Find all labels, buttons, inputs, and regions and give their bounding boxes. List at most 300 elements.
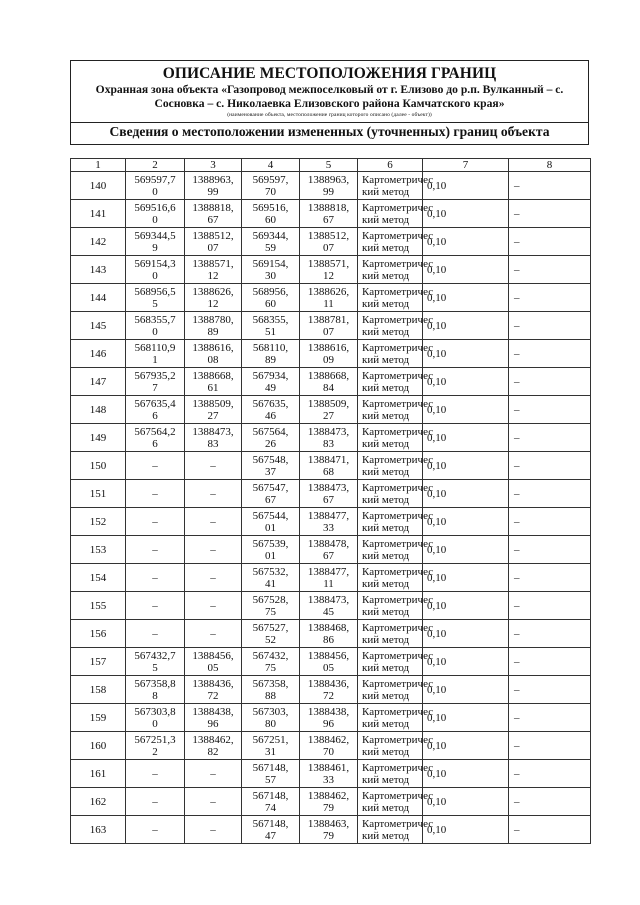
accuracy-cell	[423, 452, 509, 480]
point-number-part: 146	[89, 347, 107, 360]
y-new-cell-part: 1388477,	[307, 509, 350, 522]
x-old-cell-part: 569516,6	[134, 201, 176, 214]
boundary-points-table	[70, 158, 591, 844]
description-cell-part: –	[514, 403, 520, 416]
table-row	[71, 228, 591, 256]
x-new-cell-part: 567532,	[252, 565, 289, 578]
x-new-cell	[242, 312, 300, 340]
description-cell	[509, 172, 591, 200]
y-old-cell-part: 89	[207, 325, 219, 338]
x-new-cell	[242, 536, 300, 564]
y-old-cell-part: 72	[207, 689, 219, 702]
table-row	[71, 340, 591, 368]
x-new-cell-part: 567303,	[252, 705, 289, 718]
y-new-cell-part: 1388462,	[307, 789, 350, 802]
x-new-cell-part: 46	[265, 409, 276, 422]
accuracy-cell-part: 0,10	[427, 235, 447, 248]
x-new-cell-part: 67	[265, 493, 276, 506]
x-new-cell-part: 568110,	[252, 341, 289, 354]
method-cell-part: Картометричес	[362, 313, 434, 326]
method-cell	[358, 648, 434, 676]
method-cell-part: кий метод	[362, 801, 410, 814]
y-new-cell	[300, 368, 358, 396]
method-cell	[358, 816, 434, 844]
y-new-cell-part: 1388438,	[307, 705, 350, 718]
y-new-cell-part: 67	[323, 213, 334, 226]
y-new-cell-part: 68	[323, 465, 334, 478]
y-new-cell-part: 1388471,	[307, 453, 350, 466]
accuracy-cell-part: 0,10	[427, 403, 447, 416]
table-row	[71, 480, 591, 508]
y-old-cell-part: 99	[207, 185, 219, 198]
y-old-cell-part: 1388780,	[192, 313, 234, 326]
accuracy-cell	[423, 480, 509, 508]
x-new-cell-part: 568956,	[252, 285, 289, 298]
x-old-cell	[126, 760, 185, 788]
x-new-cell	[242, 676, 300, 704]
x-new-cell-part: 567148,	[252, 761, 289, 774]
method-cell	[358, 368, 434, 396]
point-number-part: 155	[89, 599, 107, 612]
accuracy-cell-part: 0,10	[427, 459, 447, 472]
method-cell-part: кий метод	[362, 213, 410, 226]
y-old-cell	[185, 172, 242, 200]
point-number	[71, 648, 126, 676]
accuracy-cell	[423, 340, 509, 368]
object-name	[77, 83, 582, 111]
accuracy-cell	[423, 648, 509, 676]
x-new-cell-part: 567544,	[252, 509, 289, 522]
y-new-cell-part: 70	[323, 745, 334, 758]
method-cell-part: кий метод	[362, 381, 410, 394]
accuracy-cell-part: 0,10	[427, 515, 447, 528]
description-cell-part: –	[514, 711, 520, 724]
x-new-cell	[242, 620, 300, 648]
x-new-cell	[242, 452, 300, 480]
table-row	[71, 704, 591, 732]
method-cell	[358, 312, 434, 340]
point-number-part: 162	[89, 795, 107, 808]
x-old-cell-part: –	[152, 627, 158, 640]
table-row	[71, 732, 591, 760]
y-new-cell-part: 1388461,	[307, 761, 350, 774]
accuracy-cell	[423, 256, 509, 284]
y-old-cell-part: 08	[207, 353, 219, 366]
accuracy-cell	[423, 620, 509, 648]
point-number	[71, 172, 126, 200]
x-old-cell-part: –	[152, 795, 158, 808]
y-new-cell-part: 72	[323, 689, 334, 702]
x-old-cell-part: 1	[152, 353, 158, 366]
method-cell	[358, 676, 434, 704]
point-number	[71, 340, 126, 368]
point-number-part: 152	[89, 515, 107, 528]
accuracy-cell-part: 0,10	[427, 823, 447, 836]
y-new-cell-part: 99	[323, 185, 334, 198]
document-header	[70, 60, 589, 145]
point-number	[71, 396, 126, 424]
y-new-cell	[300, 424, 358, 452]
x-old-cell-part: 8	[152, 689, 158, 702]
y-new-cell-part: 11	[323, 577, 334, 590]
x-old-cell-part: –	[152, 515, 158, 528]
x-old-cell	[126, 704, 185, 732]
x-new-cell-part: 37	[265, 465, 276, 478]
y-old-cell-part: 96	[207, 717, 219, 730]
point-number	[71, 676, 126, 704]
x-new-cell	[242, 368, 300, 396]
accuracy-cell-part: 0,10	[427, 431, 447, 444]
description-cell	[509, 424, 591, 452]
y-new-cell-part: 1388512,	[307, 229, 350, 242]
description-cell-part: –	[514, 683, 520, 696]
x-old-cell-part: 6	[152, 437, 158, 450]
y-new-cell-part: 1388626,	[307, 285, 350, 298]
point-number	[71, 704, 126, 732]
y-new-cell-part: 1388781,	[307, 313, 350, 326]
description-cell-part: –	[514, 179, 520, 192]
x-old-cell	[126, 508, 185, 536]
method-cell-part: кий метод	[362, 745, 410, 758]
description-cell-part: –	[514, 263, 520, 276]
y-new-cell-part: 1388436,	[307, 677, 350, 690]
table-row	[71, 396, 591, 424]
y-new-cell	[300, 564, 358, 592]
x-old-cell-part: 569344,5	[134, 229, 176, 242]
method-cell	[358, 424, 434, 452]
point-number	[71, 452, 126, 480]
x-old-cell	[126, 676, 185, 704]
y-new-cell-part: 45	[323, 605, 334, 618]
table-row	[71, 676, 591, 704]
table-row	[71, 648, 591, 676]
y-old-cell	[185, 816, 242, 844]
y-old-cell-part: –	[210, 543, 216, 556]
x-old-cell-part: –	[152, 767, 158, 780]
point-number	[71, 368, 126, 396]
x-new-cell-part: 88	[265, 689, 276, 702]
column-header-7: 7	[423, 159, 509, 172]
description-cell	[509, 228, 591, 256]
method-cell-part: Картометричес	[362, 453, 434, 466]
y-old-cell	[185, 424, 242, 452]
x-new-cell-part: 567635,	[252, 397, 289, 410]
y-new-cell-part: 1388463,	[307, 817, 350, 830]
x-new-cell-part: 567527,	[252, 621, 289, 634]
y-old-cell-part: 12	[207, 269, 219, 282]
x-old-cell-part: 568355,7	[134, 313, 176, 326]
x-old-cell	[126, 788, 185, 816]
accuracy-cell-part: 0,10	[427, 795, 447, 808]
point-number-part: 149	[89, 431, 107, 444]
x-old-cell	[126, 256, 185, 284]
y-new-cell-part: 86	[323, 633, 334, 646]
point-number	[71, 536, 126, 564]
table-body	[71, 172, 591, 844]
x-old-cell-part: 0	[152, 325, 158, 338]
y-old-cell-part: 07	[207, 241, 219, 254]
description-cell	[509, 508, 591, 536]
table-row	[71, 368, 591, 396]
method-cell-part: кий метод	[362, 773, 410, 786]
accuracy-cell-part: 0,10	[427, 739, 447, 752]
accuracy-cell	[423, 760, 509, 788]
x-new-cell	[242, 424, 300, 452]
accuracy-cell-part: 0,10	[427, 487, 447, 500]
method-cell-part: кий метод	[362, 185, 410, 198]
y-new-cell	[300, 396, 358, 424]
x-old-cell-part: 5	[152, 661, 158, 674]
accuracy-cell-part: 0,10	[427, 263, 447, 276]
x-old-cell	[126, 396, 185, 424]
y-new-cell	[300, 704, 358, 732]
x-old-cell-part: 567635,4	[134, 397, 176, 410]
y-old-cell-part: 1388626,	[192, 285, 234, 298]
x-new-cell-part: 567564,	[252, 425, 289, 438]
x-new-cell	[242, 592, 300, 620]
description-cell	[509, 620, 591, 648]
x-new-cell-part: 567432,	[252, 649, 289, 662]
point-number	[71, 256, 126, 284]
method-cell-part: Картометричес	[362, 201, 434, 214]
accuracy-cell	[423, 564, 509, 592]
table-header-row	[71, 159, 591, 172]
x-new-cell	[242, 732, 300, 760]
method-cell	[358, 256, 434, 284]
method-cell-part: Картометричес	[362, 761, 434, 774]
description-cell-part: –	[514, 627, 520, 640]
y-old-cell	[185, 508, 242, 536]
accuracy-cell	[423, 228, 509, 256]
y-new-cell	[300, 312, 358, 340]
y-new-cell	[300, 732, 358, 760]
y-old-cell-part: 1388436,	[192, 677, 234, 690]
x-new-cell-part: 60	[265, 213, 276, 226]
description-cell	[509, 536, 591, 564]
x-old-cell-part: 569154,3	[134, 257, 176, 270]
y-old-cell	[185, 452, 242, 480]
y-new-cell-part: 1388477,	[307, 565, 350, 578]
point-number	[71, 424, 126, 452]
table-row	[71, 424, 591, 452]
method-cell	[358, 592, 434, 620]
y-old-cell-part: –	[210, 487, 216, 500]
y-new-cell-part: 1388473,	[307, 593, 350, 606]
x-new-cell-part: 567358,	[252, 677, 289, 690]
x-new-cell	[242, 284, 300, 312]
method-cell-part: Картометричес	[362, 565, 434, 578]
y-new-cell	[300, 760, 358, 788]
y-new-cell-part: 67	[323, 549, 334, 562]
y-new-cell-part: 27	[323, 409, 334, 422]
method-cell-part: Картометричес	[362, 817, 434, 830]
x-new-cell-part: 568355,	[252, 313, 289, 326]
x-old-cell-part: 567303,8	[134, 705, 176, 718]
x-old-cell-part: 567564,2	[134, 425, 176, 438]
x-old-cell	[126, 480, 185, 508]
x-old-cell	[126, 424, 185, 452]
point-number-part: 156	[89, 627, 107, 640]
description-cell-part: –	[514, 543, 520, 556]
x-old-cell	[126, 452, 185, 480]
method-cell	[358, 172, 434, 200]
x-new-cell-part: 569597,	[252, 173, 289, 186]
y-new-cell	[300, 480, 358, 508]
x-old-cell-part: –	[152, 823, 158, 836]
point-number-part: 161	[89, 767, 107, 780]
description-cell-part: –	[514, 655, 520, 668]
x-new-cell	[242, 508, 300, 536]
y-old-cell	[185, 480, 242, 508]
x-old-cell	[126, 228, 185, 256]
accuracy-cell	[423, 284, 509, 312]
y-old-cell-part: 83	[207, 437, 219, 450]
y-new-cell-part: 1388473,	[307, 425, 350, 438]
object-name-line-1: Охранная зона объекта «Газопровод межпоселковый от г. Елизово до р.п. Вулканный – с.	[95, 83, 564, 96]
y-old-cell	[185, 228, 242, 256]
accuracy-cell	[423, 676, 509, 704]
column-header-4: 4	[242, 159, 300, 172]
y-old-cell	[185, 200, 242, 228]
accuracy-cell-part: 0,10	[427, 319, 447, 332]
accuracy-cell	[423, 368, 509, 396]
y-old-cell-part: –	[210, 795, 216, 808]
x-old-cell-part: 0	[152, 185, 158, 198]
accuracy-cell-part: 0,10	[427, 767, 447, 780]
description-cell	[509, 732, 591, 760]
point-number-part: 163	[89, 823, 107, 836]
method-cell	[358, 340, 434, 368]
x-old-cell-part: 568110,9	[134, 341, 176, 354]
method-cell-part: Картометричес	[362, 649, 434, 662]
y-new-cell-part: 1388963,	[307, 173, 350, 186]
x-new-cell-part: 567539,	[252, 537, 289, 550]
y-new-cell-part: 96	[323, 717, 334, 730]
table-row	[71, 788, 591, 816]
description-cell	[509, 340, 591, 368]
method-cell	[358, 480, 434, 508]
point-number	[71, 200, 126, 228]
point-number-part: 157	[89, 655, 107, 668]
column-header-1: 1	[71, 159, 126, 172]
x-new-cell-part: 74	[265, 801, 276, 814]
x-new-cell-part: 80	[265, 717, 276, 730]
y-new-cell-part: 1388456,	[307, 649, 350, 662]
method-cell-part: кий метод	[362, 241, 410, 254]
table-row	[71, 172, 591, 200]
y-old-cell-part: 1388509,	[192, 397, 234, 410]
y-old-cell-part: 1388473,	[192, 425, 234, 438]
accuracy-cell	[423, 704, 509, 732]
point-number	[71, 760, 126, 788]
x-old-cell-part: 9	[152, 241, 158, 254]
method-cell-part: Картометричес	[362, 677, 434, 690]
description-cell	[509, 452, 591, 480]
point-number	[71, 508, 126, 536]
y-old-cell-part: –	[210, 515, 216, 528]
y-new-cell	[300, 256, 358, 284]
method-cell-part: кий метод	[362, 661, 410, 674]
description-cell	[509, 788, 591, 816]
accuracy-cell-part: 0,10	[427, 179, 447, 192]
x-old-cell-part: –	[152, 543, 158, 556]
y-new-cell	[300, 508, 358, 536]
table-row	[71, 760, 591, 788]
table-row	[71, 256, 591, 284]
accuracy-cell	[423, 172, 509, 200]
point-number-part: 143	[89, 263, 107, 276]
description-cell-part: –	[514, 795, 520, 808]
x-old-cell	[126, 564, 185, 592]
y-old-cell-part: 1388668,	[192, 369, 234, 382]
x-new-cell-part: 59	[265, 241, 276, 254]
y-old-cell	[185, 592, 242, 620]
description-cell	[509, 480, 591, 508]
x-new-cell-part: 567148,	[252, 817, 289, 830]
y-old-cell	[185, 284, 242, 312]
method-cell	[358, 284, 434, 312]
y-new-cell-part: 84	[323, 381, 334, 394]
accuracy-cell	[423, 424, 509, 452]
method-cell-part: Картометричес	[362, 789, 434, 802]
method-cell	[358, 228, 434, 256]
point-number	[71, 284, 126, 312]
point-number	[71, 592, 126, 620]
x-new-cell-part: 01	[265, 521, 276, 534]
description-cell	[509, 368, 591, 396]
section-subtitle: Сведения о местоположении измененных (уточненных) границ объекта	[109, 124, 550, 139]
description-cell-part: –	[514, 767, 520, 780]
accuracy-cell-part: 0,10	[427, 655, 447, 668]
x-old-cell-part: 0	[152, 717, 158, 730]
y-new-cell-part: 33	[323, 521, 334, 534]
description-cell	[509, 284, 591, 312]
y-new-cell-part: 1388473,	[307, 481, 350, 494]
y-old-cell-part: 1388571,	[192, 257, 234, 270]
description-cell-part: –	[514, 291, 520, 304]
y-old-cell	[185, 340, 242, 368]
method-cell-part: кий метод	[362, 633, 410, 646]
y-old-cell	[185, 648, 242, 676]
description-cell-part: –	[514, 207, 520, 220]
point-number-part: 148	[89, 403, 107, 416]
method-cell	[358, 704, 434, 732]
accuracy-cell-part: 0,10	[427, 291, 447, 304]
y-new-cell	[300, 200, 358, 228]
method-cell	[358, 760, 434, 788]
accuracy-cell	[423, 816, 509, 844]
x-old-cell	[126, 368, 185, 396]
x-old-cell-part: –	[152, 599, 158, 612]
x-new-cell-part: 567548,	[252, 453, 289, 466]
method-cell-part: Картометричес	[362, 285, 434, 298]
x-old-cell	[126, 536, 185, 564]
y-old-cell	[185, 732, 242, 760]
description-cell	[509, 704, 591, 732]
x-new-cell-part: 89	[265, 353, 276, 366]
description-cell-part: –	[514, 487, 520, 500]
y-new-cell	[300, 452, 358, 480]
x-old-cell-part: 567251,3	[134, 733, 176, 746]
description-cell-part: –	[514, 375, 520, 388]
y-old-cell	[185, 704, 242, 732]
y-new-cell	[300, 620, 358, 648]
x-new-cell-part: 567547,	[252, 481, 289, 494]
x-new-cell-part: 52	[265, 633, 276, 646]
method-cell	[358, 620, 434, 648]
method-cell	[358, 788, 434, 816]
table-row	[71, 564, 591, 592]
